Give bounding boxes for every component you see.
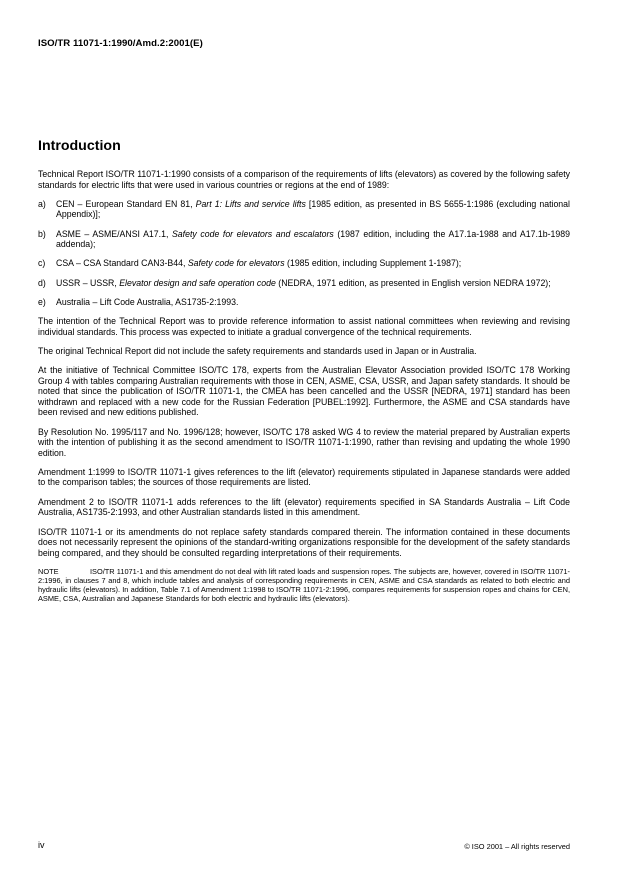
- list-marker: d): [38, 277, 46, 288]
- list-item-c: [38, 258, 570, 269]
- list-item-a: [38, 199, 570, 220]
- list-marker: c): [38, 258, 46, 269]
- intro-paragraph: Technical Report ISO/TR 11071-1:1990 consists of a comparison of the requirements of lifts (elevators) as covered by the following safety standards for electric lifts that were used in various countries or regions at the end of 1989:: [38, 169, 570, 190]
- list-content: [56, 199, 570, 220]
- list-text: ASME – ASME/ANSI A17.1,: [56, 228, 172, 239]
- note-label: NOTE: [38, 566, 59, 576]
- page-number: iv: [38, 840, 45, 850]
- standard-title: Elevator design and safe operation code: [119, 277, 276, 288]
- paragraph-initiative: At the initiative of Technical Committee ISO/TC 178, experts from the Australian Elevator Association provided ISO/TC 178 Working Group 4 with tables comparing Australian requirements with those in CEN, ASME, CSA, USSR, and Japan safety standards. It should be noted that since the publication of ISO/TR 11071-1, the CMEA has been cancelled and the USSR [NEDRA, 1971] standard has been withdrawn and replaced with a new code for the Russian Federation [PUBEL:1992]. Furthermore, the ASME and CSA standards have been revised and new editions published.: [38, 365, 570, 418]
- list-marker: a): [38, 198, 46, 209]
- list-text: USSR – USSR,: [56, 277, 120, 288]
- list-text: (1987 edition, including the A17.1a-1988 and A17.1b-1989 addenda);: [56, 228, 570, 250]
- note: [38, 567, 570, 603]
- paragraph-original-report: The original Technical Report did not include the safety requirements and standards used in Japan or in Australia.: [38, 346, 477, 357]
- paragraph-disclaimer: ISO/TR 11071-1 or its amendments do not replace safety standards compared therein. The information contained in these documents does not necessarily represent the opinions of the standard-writing organizations responsible for the development of the safety standards being compared, and they should be consulted regarding interpretations of their requirements.: [38, 526, 570, 558]
- copyright-notice: © ISO 2001 – All rights reserved: [464, 842, 570, 851]
- document-id-header: ISO/TR 11071-1:1990/Amd.2:2001(E): [38, 38, 203, 49]
- paragraph-amendment-2: Amendment 2 to ISO/TR 11071-1 adds references to the lift (elevator) requirements specified in SA Standards Australia – Lift Code Australia, AS1735-2:1993, and other Australian standards listed in this amendment.: [38, 496, 570, 518]
- list-marker: b): [38, 228, 46, 239]
- paragraph-resolution: By Resolution No. 1995/117 and No. 1996/128; however, ISO/TC 178 asked WG 4 to review the material prepared by Australian experts with the intention of publishing it as the second amendment to ISO/TR 11071-1:1990, rather than revising and updating the whole 1990 edition.: [38, 426, 570, 458]
- standard-title: Safety code for elevators and escalators: [171, 228, 334, 239]
- list-text: (NEDRA, 1971 edition, as presented in English version NEDRA 1972);: [275, 277, 551, 288]
- list-text: CSA – CSA Standard CAN3-B44,: [56, 258, 188, 269]
- list-marker: e): [38, 296, 46, 307]
- list-content: [56, 297, 570, 308]
- list-item-e: [38, 297, 570, 308]
- list-text: CEN – European Standard EN 81,: [56, 198, 196, 209]
- list-content: [56, 278, 570, 289]
- list-text: Australia – Lift Code Australia, AS1735-2:1993.: [56, 296, 239, 307]
- list-text: (1985 edition, including Supplement 1-1987);: [284, 258, 462, 269]
- note-text: ISO/TR 11071-1 and this amendment do not deal with lift rated loads and suspension ropes. The subjects are, however, covered in ISO/TR 11071-2:1996, in clauses 7 and 8, which include tables and analysis of corresponding requirements in CEN, ASME and CSA standards as related to both electric and hydraulic lifts (elevators). In addition, Table 7.1 of Amendment 1:1998 to ISO/TR 11071-2:1996, compares requirements for suspension ropes and chains for CEN, ASME, CSA, Australian and Japanese Standards for both electric and hydraulic lifts (elevators).: [38, 566, 570, 604]
- list-item-b: [38, 229, 570, 250]
- list-content: [56, 229, 570, 250]
- body-text: [38, 169, 570, 612]
- paragraph-amendment-1: Amendment 1:1999 to ISO/TR 11071-1 gives references to the lift (elevator) requirements stipulated in Japanese standards were added to the comparison tables; the sources of those requirements are listed.: [38, 466, 570, 488]
- list-text: [1985 edition, as presented in BS 5655-1:1986 (excluding national Appendix)];: [56, 198, 570, 220]
- list-item-d: [38, 278, 570, 289]
- section-title: Introduction: [38, 138, 121, 154]
- paragraph-intention: The intention of the Technical Report was to provide reference information to assist national committees when reviewing and revising individual standards. This process was expected to initiate a gradual convergence of the technical requirements.: [38, 316, 570, 337]
- list-content: [56, 258, 570, 269]
- standard-title: Part 1: Lifts and service lifts: [195, 198, 306, 209]
- standard-title: Safety code for elevators: [187, 258, 285, 269]
